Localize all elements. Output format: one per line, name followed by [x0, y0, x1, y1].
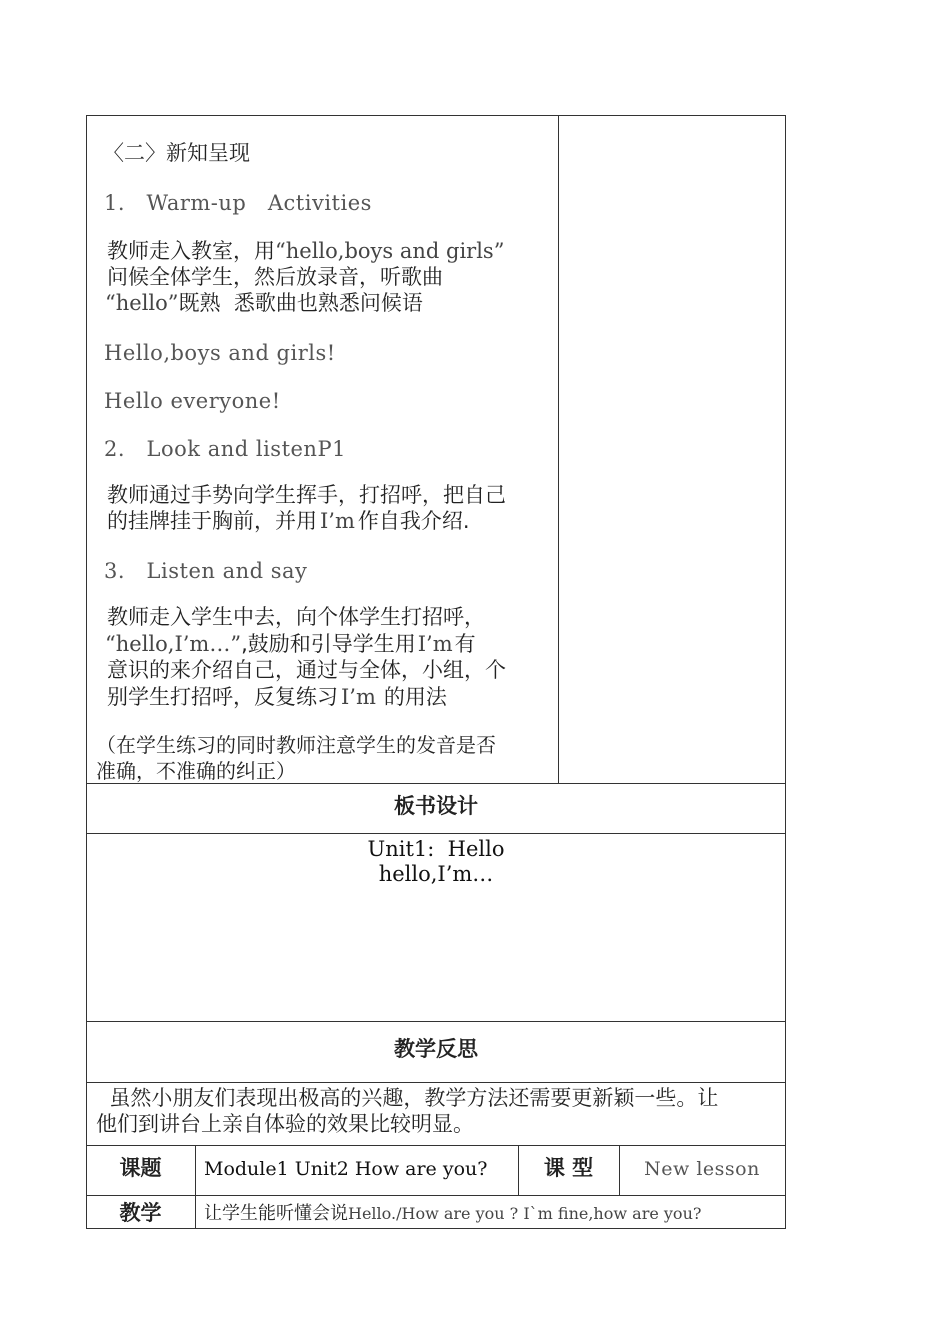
step3-line2-cn: ,鼓励和引导学生用	[241, 632, 416, 656]
step3-line4-en: I’m	[341, 685, 376, 709]
step3-line2-en2: I’m	[417, 632, 453, 656]
step3-title: 3. Listen and say	[104, 559, 308, 583]
step3-line4-end: 的用法	[383, 685, 447, 709]
greeting-2: Hello everyone!	[104, 389, 281, 413]
row-divider-3	[86, 1021, 786, 1022]
step1-line2: 问候全体学生，然后放录音，听歌曲	[107, 265, 443, 289]
step1-line3-cn: 既熟 悉歌曲也熟悉问候语	[178, 291, 423, 315]
step2-line2-en: I’m	[320, 509, 355, 533]
step2-line2-end: 作自我介绍.	[357, 509, 470, 533]
step3-line4	[107, 684, 447, 710]
step3-line4-cn: 别学生打招呼，反复练习	[107, 685, 338, 709]
reflection-heading: 教学反思	[394, 1037, 478, 1061]
teaching-value-en: Hello./How are you ? I`m fine,how are you?	[348, 1204, 702, 1223]
table-border-top	[86, 115, 786, 116]
reflection-line2: 他们到讲台上亲自体验的效果比较明显。	[96, 1112, 474, 1136]
column-divider	[558, 115, 559, 784]
row-divider-4	[86, 1082, 786, 1083]
note-line2: 准确，不准确的纠正）	[96, 759, 296, 783]
table-border-bottom	[86, 1228, 786, 1229]
step2-title: 2. Look and listenP1	[104, 437, 346, 461]
lesson-col-divider-1	[195, 1145, 196, 1229]
teaching-value-cn: 让学生能听懂会说	[204, 1203, 348, 1224]
step3-line1: 教师走入学生中去，向个体学生打招呼，	[107, 605, 485, 629]
board-line2: hello,I’m…	[378, 862, 494, 886]
note-line1: （在学生练习的同时教师注意学生的发音是否	[96, 733, 496, 757]
board-design-heading: 板书设计	[394, 794, 478, 818]
teaching-value	[204, 1201, 701, 1227]
teaching-label: 教学	[119, 1201, 162, 1225]
step3-line2-end: 有	[454, 632, 476, 656]
topic-label: 课题	[119, 1156, 162, 1180]
step3-line2-en: “hello,I’m…”	[105, 632, 242, 656]
step1-title: 1. Warm-up Activities	[104, 191, 372, 215]
step2-line2	[107, 508, 470, 534]
row-divider-6	[86, 1195, 786, 1196]
step1-line1-en: “hello,boys and girls”	[275, 239, 505, 263]
board-line1: Unit1: Hello	[367, 837, 505, 861]
type-value: New lesson	[644, 1158, 760, 1180]
step3-line2	[105, 631, 476, 657]
step1-line3	[105, 290, 423, 316]
reflection-line1: 虽然小朋友们表现出极高的兴趣，教学方法还需要更新颖一些。让	[96, 1086, 719, 1110]
step1-line1-cn: 教师走入教室，用	[107, 239, 275, 263]
step2-line2-cn: 的挂牌挂于胸前，并用	[107, 509, 317, 533]
section-heading: 〈二〉新知呈现	[103, 141, 250, 165]
type-label: 课 型	[543, 1156, 594, 1180]
greeting-1: Hello,boys and girls!	[104, 341, 336, 365]
row-divider-5	[86, 1145, 786, 1146]
step2-line1: 教师通过手势向学生挥手，打招呼，把自己	[107, 483, 506, 507]
row-divider-2	[86, 833, 786, 834]
step3-line3: 意识的来介绍自己，通过与全体，小组，个	[107, 658, 506, 682]
topic-value: Module1 Unit2 How are you?	[204, 1158, 488, 1180]
step1-line1	[107, 238, 504, 264]
step1-line3-en: “hello”	[105, 291, 179, 315]
